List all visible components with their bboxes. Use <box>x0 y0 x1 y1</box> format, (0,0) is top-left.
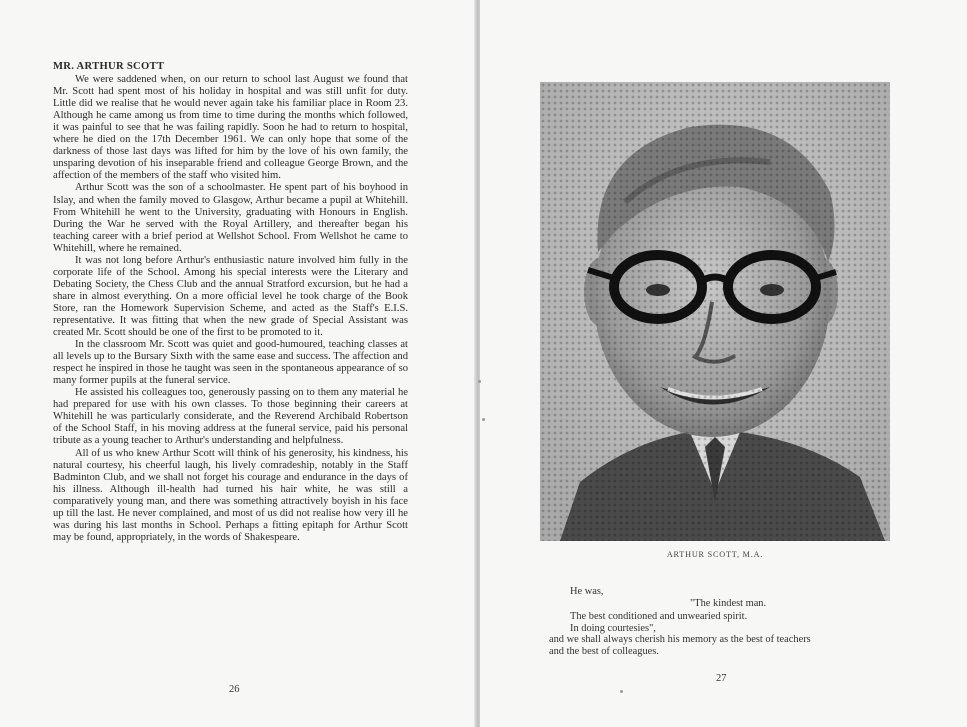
paragraph: Arthur Scott was the son of a schoolmaster. He spent part of his boyhood in Islay, and when the family moved to Glasgow, Arthur became a pupil at Whitehill. From Whitehill he went to the University, graduating with Honours in English. During the War he served with the Royal Artillery, and thereafter began his teaching career with a brief period at Wellshot School. From Wellshot he came to Whitehill, where he remained. <box>53 182 408 254</box>
photo-caption: ARTHUR SCOTT, M.A. <box>666 550 764 559</box>
obituary-article <box>53 61 408 544</box>
paper-speck <box>482 418 485 421</box>
page-number-left: 26 <box>229 684 240 695</box>
paragraph: We were saddened when, on our return to school last August we found that Mr. Scott had spent most of his holiday in hospital and was still unfit for duty. Little did we realise that he would never again take his familiar place in Room 23. Although he came among us from time to time during the months which followed, it was painful to see that he was failing rapidly. Soon he had to return to hospital, where he died on the 17th December 1961. We can only hope that some of the darkness of those last days was lifted for him by the love of his own family, the unsparing devotion of his inseparable friend and colleague George Brown, and the affection of the members of the staff who visited him. <box>53 74 408 182</box>
portrait-illustration <box>540 82 890 541</box>
paragraph: In the classroom Mr. Scott was quiet and good-humoured, teaching classes at all levels up to the Bursary Sixth with the same ease and success. The affection and respect he inspired in those he taught was seen in the spontaneous appearance of so many former pupils at the funeral service. <box>53 339 408 387</box>
paragraph: All of us who knew Arthur Scott will think of his generosity, his kindness, his natural courtesy, his cheerful laugh, his lively comradeship, notably in the Staff Badminton Club, and we shall not forget his courage and endurance in the days of his illness. Although ill-health had turned his hair white, he was still a comparatively young man, and there was something attractively boyish in his face up till the last. He never complained, and most of us did not realise how very ill he was during his last months in School. Perhaps a fitting epitaph for Arthur Scott may be found, appropriately, in the words of Shakespeare. <box>53 447 408 543</box>
left-page <box>0 0 478 727</box>
paragraph: It was not long before Arthur's enthusiastic nature involved him fully in the corporate life of the School. Among his special interests were the Literary and Debating Society, the Chess Club and the annual Stratford excursion, but he had a share in almost everything. On a more official level he took charge of the Book Store, ran the Homework Supervision Scheme, and acted as the Staff's E.I.S. representative. It was fitting that when the new grade of Special Assistant was created Mr. Scott should be one of the first to be promoted to it. <box>53 254 408 339</box>
closing-line: and the best of colleagues. <box>549 646 659 657</box>
page-number-right: 27 <box>716 673 727 684</box>
closing-line: and we shall always cherish his memory as the best of teachers <box>549 634 811 645</box>
portrait-photo <box>540 82 890 541</box>
quote-line: In doing courtesies", <box>570 623 656 634</box>
quote-line: The best conditioned and unwearied spirit. <box>570 611 748 622</box>
quote-intro: He was, <box>570 586 604 597</box>
paper-speck <box>620 690 623 693</box>
article-title: MR. ARTHUR SCOTT <box>53 61 165 72</box>
paragraph: He assisted his colleagues too, generously passing on to them any material he had prepared for use with his own classes. To those beginning their careers at Whitehill he was particularly considerate, and the Reverend Archibald Robertson of the School Staff, in his moving address at the funeral service, paid his personal tribute as a young teacher to Arthur's understanding and helpfulness. <box>53 387 408 447</box>
paper-speck <box>478 380 481 383</box>
quote-line: "The kindest man. <box>690 598 767 609</box>
